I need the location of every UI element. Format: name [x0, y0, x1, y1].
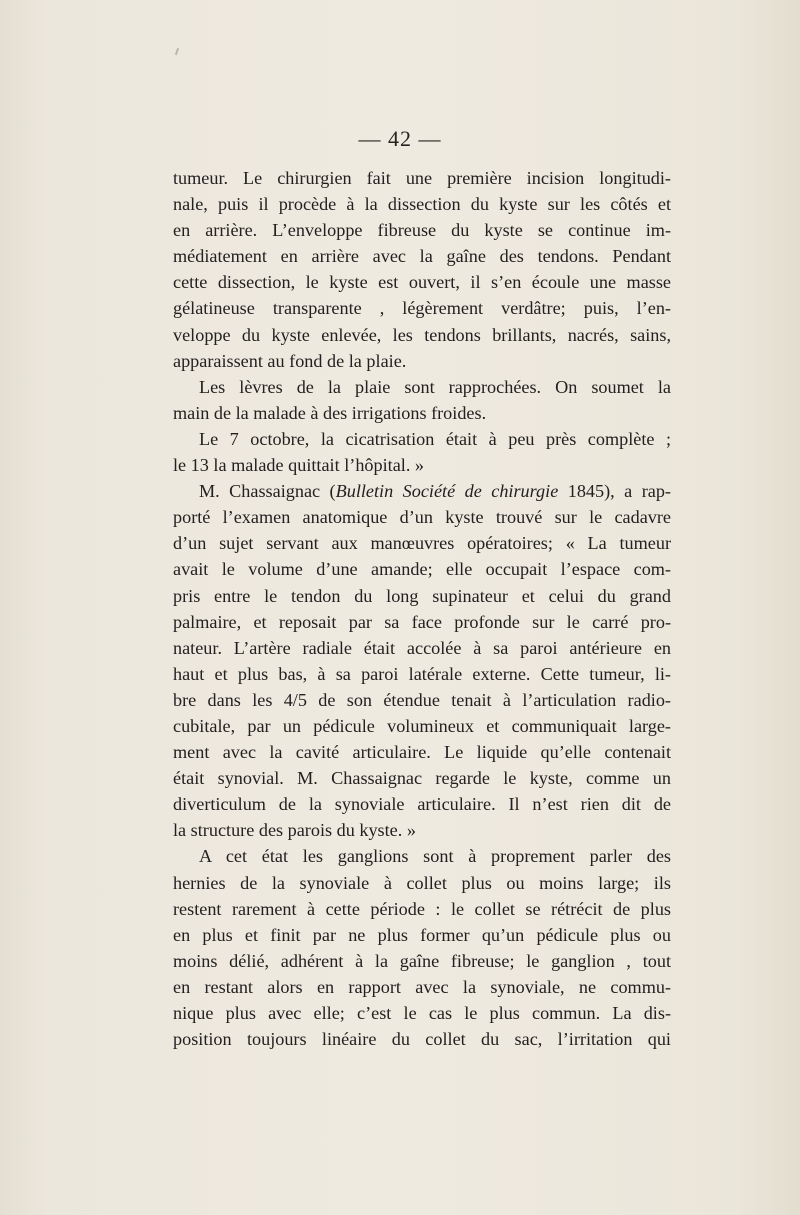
text-line	[173, 478, 671, 504]
text-line: avait le volume d’une amande; elle occupait l’espace com-	[173, 559, 671, 580]
text-line: haut et plus bas, à sa paroi latérale externe. Cette tumeur, li-	[173, 663, 671, 684]
text-line: porté l’examen anatomique d’un kyste trouvé sur le cadavre	[173, 507, 671, 528]
text-line: diverticulum de la synoviale articulaire. Il n’est rien dit de	[173, 794, 671, 815]
text-line: la structure des parois du kyste. »	[173, 820, 416, 841]
citation-title: Bulletin Société de chirurgie	[335, 481, 559, 502]
body-text	[173, 165, 671, 1052]
text-line: palmaire, et reposait par sa face profonde sur le carré pro-	[173, 611, 671, 632]
text-line: moins délié, adhérent à la gaîne fibreuse; le ganglion , tout	[173, 950, 671, 971]
text-line: était synovial. M. Chassaignac regarde le kyste, comme un	[173, 768, 671, 789]
text-segment: M. Chassaignac (	[199, 481, 336, 502]
text-line: nique plus avec elle; c’est le cas le plus commun. La dis-	[173, 1003, 671, 1023]
text-line: cette dissection, le kyste est ouvert, il s’en écoule une masse	[173, 272, 671, 293]
text-line: Le 7 octobre, la cicatrisation était à peu près complète ;	[199, 428, 671, 449]
text-line: gélatineuse transparente , légèrement verdâtre; puis, l’en-	[173, 298, 671, 319]
text-line: d’un sujet servant aux manœuvres opératoires; « La tumeur	[173, 533, 671, 554]
text-line: restent rarement à cette période : le collet se rétrécit de plus	[173, 898, 671, 919]
paper-speck	[175, 48, 179, 55]
text-line: nateur. L’artère radiale était accolée à sa paroi antérieure en	[173, 637, 671, 658]
text-segment: 1845), a rap-	[558, 481, 671, 502]
text-line: le 13 la malade quittait l’hôpital. »	[173, 455, 425, 476]
text-line: position toujours linéaire du collet du sac, l’irritation qui	[173, 1029, 671, 1050]
text-line: pris entre le tendon du long supinateur et celui du grand	[173, 585, 671, 606]
text-line: en arrière. L’enveloppe fibreuse du kyste se continue im-	[173, 220, 671, 241]
text-line: main de la malade à des irrigations froides.	[173, 402, 487, 423]
text-line: en plus et finit par ne plus former qu’un pédicule plus ou	[173, 924, 671, 945]
text-line: médiatement en arrière avec la gaîne des tendons. Pendant	[173, 246, 671, 267]
text-line: nale, puis il procède à la dissection du kyste sur les côtés et	[173, 194, 671, 215]
text-line: hernies de la synoviale à collet plus ou moins large; ils	[173, 872, 671, 893]
text-line: veloppe du kyste enlevée, les tendons brillants, nacrés, sains,	[173, 324, 671, 345]
text-line: A cet état les ganglions sont à proprement parler des	[199, 846, 671, 867]
text-line: Les lèvres de la plaie sont rapprochées. On soumet la	[199, 376, 671, 397]
text-line: bre dans les 4/5 de son étendue tenait à l’articulation radio-	[173, 689, 671, 710]
text-line: en restant alors en rapport avec la synoviale, ne commu-	[173, 976, 671, 997]
text-line: tumeur. Le chirurgien fait une première incision longitudi-	[173, 168, 671, 188]
page-number: — 42 —	[358, 126, 442, 151]
text-line: ment avec la cavité articulaire. Le liquide qu’elle contenait	[173, 742, 671, 763]
text-line: cubitale, par un pédicule volumineux et communiquait large-	[173, 715, 671, 736]
text-line: apparaissent au fond de la plaie.	[173, 350, 407, 371]
